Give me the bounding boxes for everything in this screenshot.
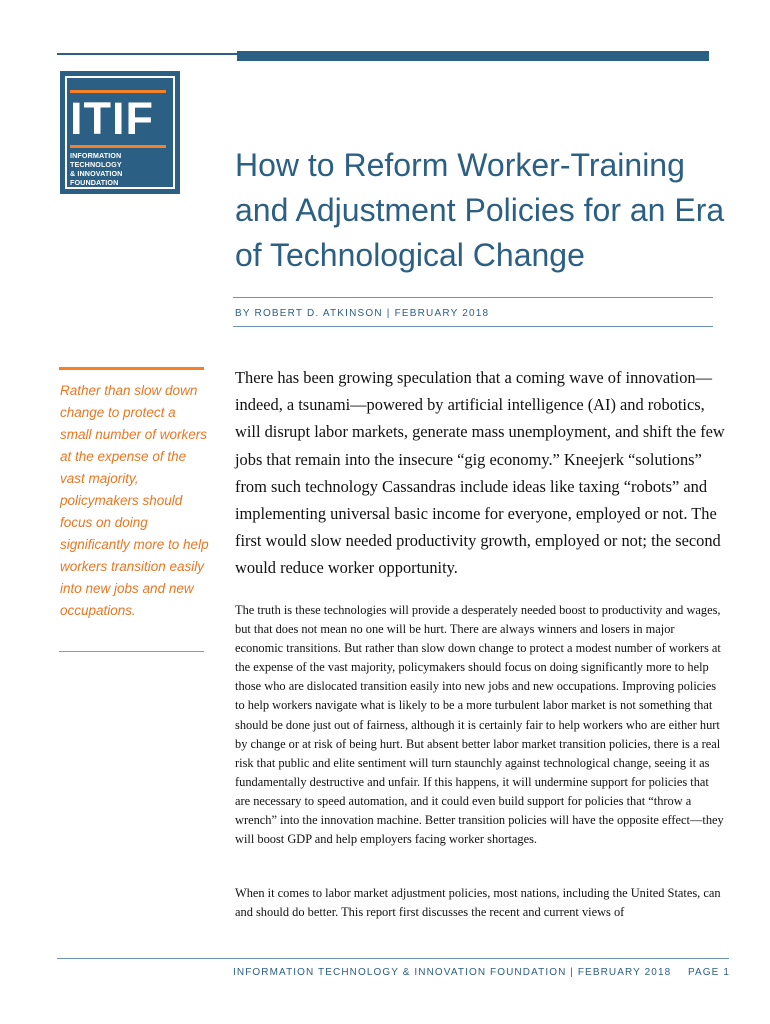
footer-text: INFORMATION TECHNOLOGY & INNOVATION FOUNDATION | FEBRUARY 2018 [233, 967, 672, 978]
pullquote-rule-bottom [59, 651, 204, 652]
lead-paragraph: There has been growing speculation that a coming wave of innovation—indeed, a tsunami—powered by artificial intelligence (AI) and robotics, will disrupt labor markets, generate mass unemployment, and shift the few jobs that remain into the insecure “gig economy.” Kneejerk “solutions” from such technology Cassandras include ideas like taxing “robots” and implementing universal basic income for everyone, employed or not. The first would slow needed productivity growth, employed or not; the second would reduce worker opportunity. [235, 368, 725, 578]
body-paragraph: The truth is these technologies will provide a desperately needed boost to productivity and wages, but that does not mean no one will be hurt. There are always winners and losers in major economic transitions. But rather than slow down change to protect a modest number of workers at the expense of the vast majority, policymakers should focus on doing significantly more to help those who are dislocated transition easily into new jobs and new occupations. Improving policies to help workers navigate what is likely to be a more turbulent labor market is not something that should be done just out of fairness, although it is certainly fair to help workers who are either hurt by change or at risk of being hurt. But absent better labor market transition policies, there is a real risk that public and elite sentiment will turn staunchly against technological change, seeing it as fundamentally destructive and unfair. If this happens, it will undermine support for policies that are necessary to speed automation, and it could even build support for policies that “throw a wrench” into the innovation machine. Better transition policies will have the opposite effect—they will boost GDP and help employers facing worker shortages. [235, 603, 724, 847]
body-paragraph: When it comes to labor market adjustment policies, most nations, including the United States, can and should do better. This report first discusses the recent and current views of [235, 886, 721, 920]
logo-subtitle-line1: INFORMATION TECHNOLOGY [70, 151, 122, 169]
header-rule-thick [237, 51, 709, 61]
byline: BY ROBERT D. ATKINSON | FEBRUARY 2018 [235, 308, 490, 319]
logo-subtitle-line2: & INNOVATION FOUNDATION [70, 169, 123, 187]
logo-subtitle [70, 151, 170, 187]
itif-logo [60, 71, 180, 194]
header-rule-thin [57, 53, 237, 55]
byline-rule-bottom [233, 326, 713, 327]
footer-rule [57, 958, 729, 959]
logo-wordmark: ITIF [70, 93, 154, 144]
report-title: How to Reform Worker-Training and Adjustment Policies for an Era of Technological Change [235, 147, 725, 273]
pullquote-rule-top [59, 367, 204, 370]
pullquote: Rather than slow down change to protect a small number of workers at the expense of the vast majority, policymakers should focus on doing significantly more to help workers transition easily into new jobs and new occupations. [60, 383, 209, 618]
page-number: PAGE 1 [688, 967, 730, 978]
byline-rule-top [233, 297, 713, 298]
logo-accent-mid [70, 145, 166, 148]
